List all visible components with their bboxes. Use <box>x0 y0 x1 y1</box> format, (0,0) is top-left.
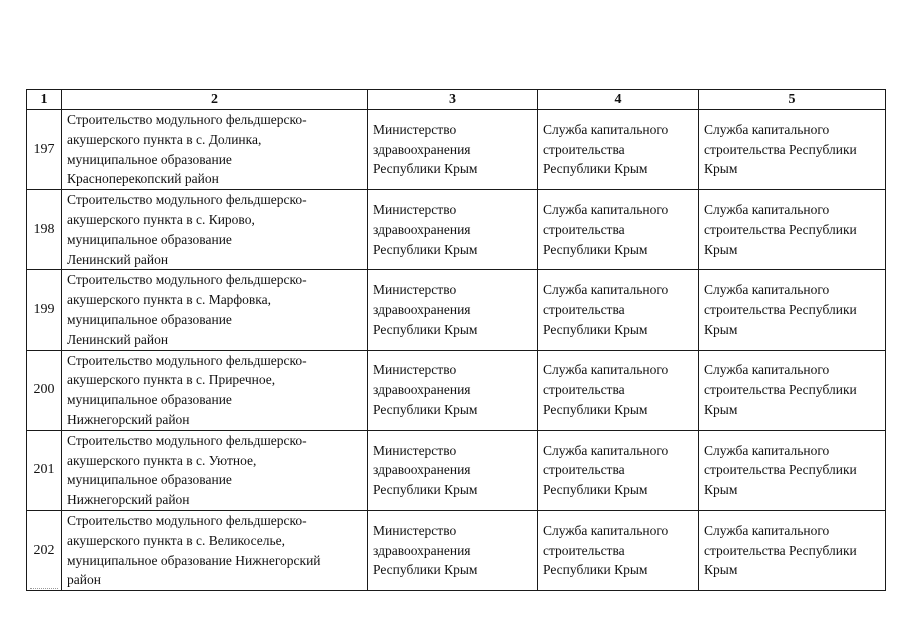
object-text: Строительство модульного фельдшерско- акушерского пункта в с. Великоселье, муниципальное образование Нижнегорский район <box>67 512 321 588</box>
table-row <box>27 430 886 510</box>
developer-text: Служба капитального строительства Республики Крым <box>543 202 669 257</box>
row-number: 202 <box>27 510 62 590</box>
object-text: Строительство модульного фельдшерско- акушерского пункта в с. Кирово, муниципальное образование Ленинский район <box>67 192 307 267</box>
row-number: 200 <box>27 350 62 430</box>
contractor-cell <box>699 270 886 350</box>
contractor-cell <box>699 430 886 510</box>
table-row <box>27 270 886 350</box>
developer-cell <box>538 190 699 270</box>
contractor-text: Служба капитального строительства Республики Крым <box>704 121 857 177</box>
developer-text: Служба капитального строительства Республики Крым <box>543 522 669 578</box>
contractor-cell <box>699 350 886 430</box>
table-row <box>27 190 886 270</box>
customer-cell <box>368 430 538 510</box>
customer-cell <box>368 510 538 590</box>
developer-text: Служба капитального строительства Республики Крым <box>543 282 669 337</box>
table-row <box>27 350 886 430</box>
header-col-1: 1 <box>27 90 62 110</box>
object-text: Строительство модульного фельдшерско- акушерского пункта в с. Марфовка, муниципальное образование Ленинский район <box>67 272 307 347</box>
contractor-text: Служба капитального строительства Республики Крым <box>704 522 857 578</box>
row-number: 198 <box>27 190 62 270</box>
contractor-text: Служба капитального строительства Республики Крым <box>704 362 857 418</box>
table-row <box>27 110 886 190</box>
table-row <box>27 510 886 590</box>
contractor-text: Служба капитального строительства Республики Крым <box>704 202 857 257</box>
developer-cell <box>538 110 699 190</box>
developer-cell <box>538 430 699 510</box>
customer-cell <box>368 110 538 190</box>
customer-text: Министерство здравоохранения Республики Крым <box>373 121 478 177</box>
object-cell <box>62 350 368 430</box>
row-number: 197 <box>27 110 62 190</box>
object-cell <box>62 190 368 270</box>
object-cell <box>62 110 368 190</box>
customer-cell <box>368 190 538 270</box>
header-col-2: 2 <box>62 90 368 110</box>
document-table <box>26 89 886 591</box>
header-col-3: 3 <box>368 90 538 110</box>
object-text: Строительство модульного фельдшерско- акушерского пункта в с. Долинка, муниципальное образование Красноперекопский район <box>67 112 307 187</box>
object-cell <box>62 510 368 590</box>
customer-cell <box>368 350 538 430</box>
object-cell <box>62 270 368 350</box>
developer-text: Служба капитального строительства Республики Крым <box>543 121 669 177</box>
developer-text: Служба капитального строительства Республики Крым <box>543 442 669 498</box>
header-col-4: 4 <box>538 90 699 110</box>
customer-text: Министерство здравоохранения Республики Крым <box>373 362 478 418</box>
row-number: 199 <box>27 270 62 350</box>
header-row <box>27 90 886 110</box>
object-cell <box>62 430 368 510</box>
developer-cell <box>538 510 699 590</box>
contractor-text: Служба капитального строительства Республики Крым <box>704 282 857 337</box>
developer-text: Служба капитального строительства Республики Крым <box>543 362 669 418</box>
developer-cell <box>538 270 699 350</box>
contractor-cell <box>699 190 886 270</box>
customer-text: Министерство здравоохранения Республики Крым <box>373 202 478 257</box>
object-text: Строительство модульного фельдшерско- акушерского пункта в с. Приречное, муниципальное образование Нижнегорский район <box>67 352 307 427</box>
row-number: 201 <box>27 430 62 510</box>
contractor-text: Служба капитального строительства Республики Крым <box>704 442 857 498</box>
customer-text: Министерство здравоохранения Республики Крым <box>373 522 478 578</box>
header-col-5: 5 <box>699 90 886 110</box>
customer-text: Министерство здравоохранения Республики Крым <box>373 442 478 498</box>
scan-artifact <box>30 588 58 590</box>
contractor-cell <box>699 110 886 190</box>
contractor-cell <box>699 510 886 590</box>
customer-cell <box>368 270 538 350</box>
customer-text: Министерство здравоохранения Республики Крым <box>373 282 478 337</box>
developer-cell <box>538 350 699 430</box>
object-text: Строительство модульного фельдшерско- акушерского пункта в с. Уютное, муниципальное образование Нижнегорский район <box>67 432 307 508</box>
